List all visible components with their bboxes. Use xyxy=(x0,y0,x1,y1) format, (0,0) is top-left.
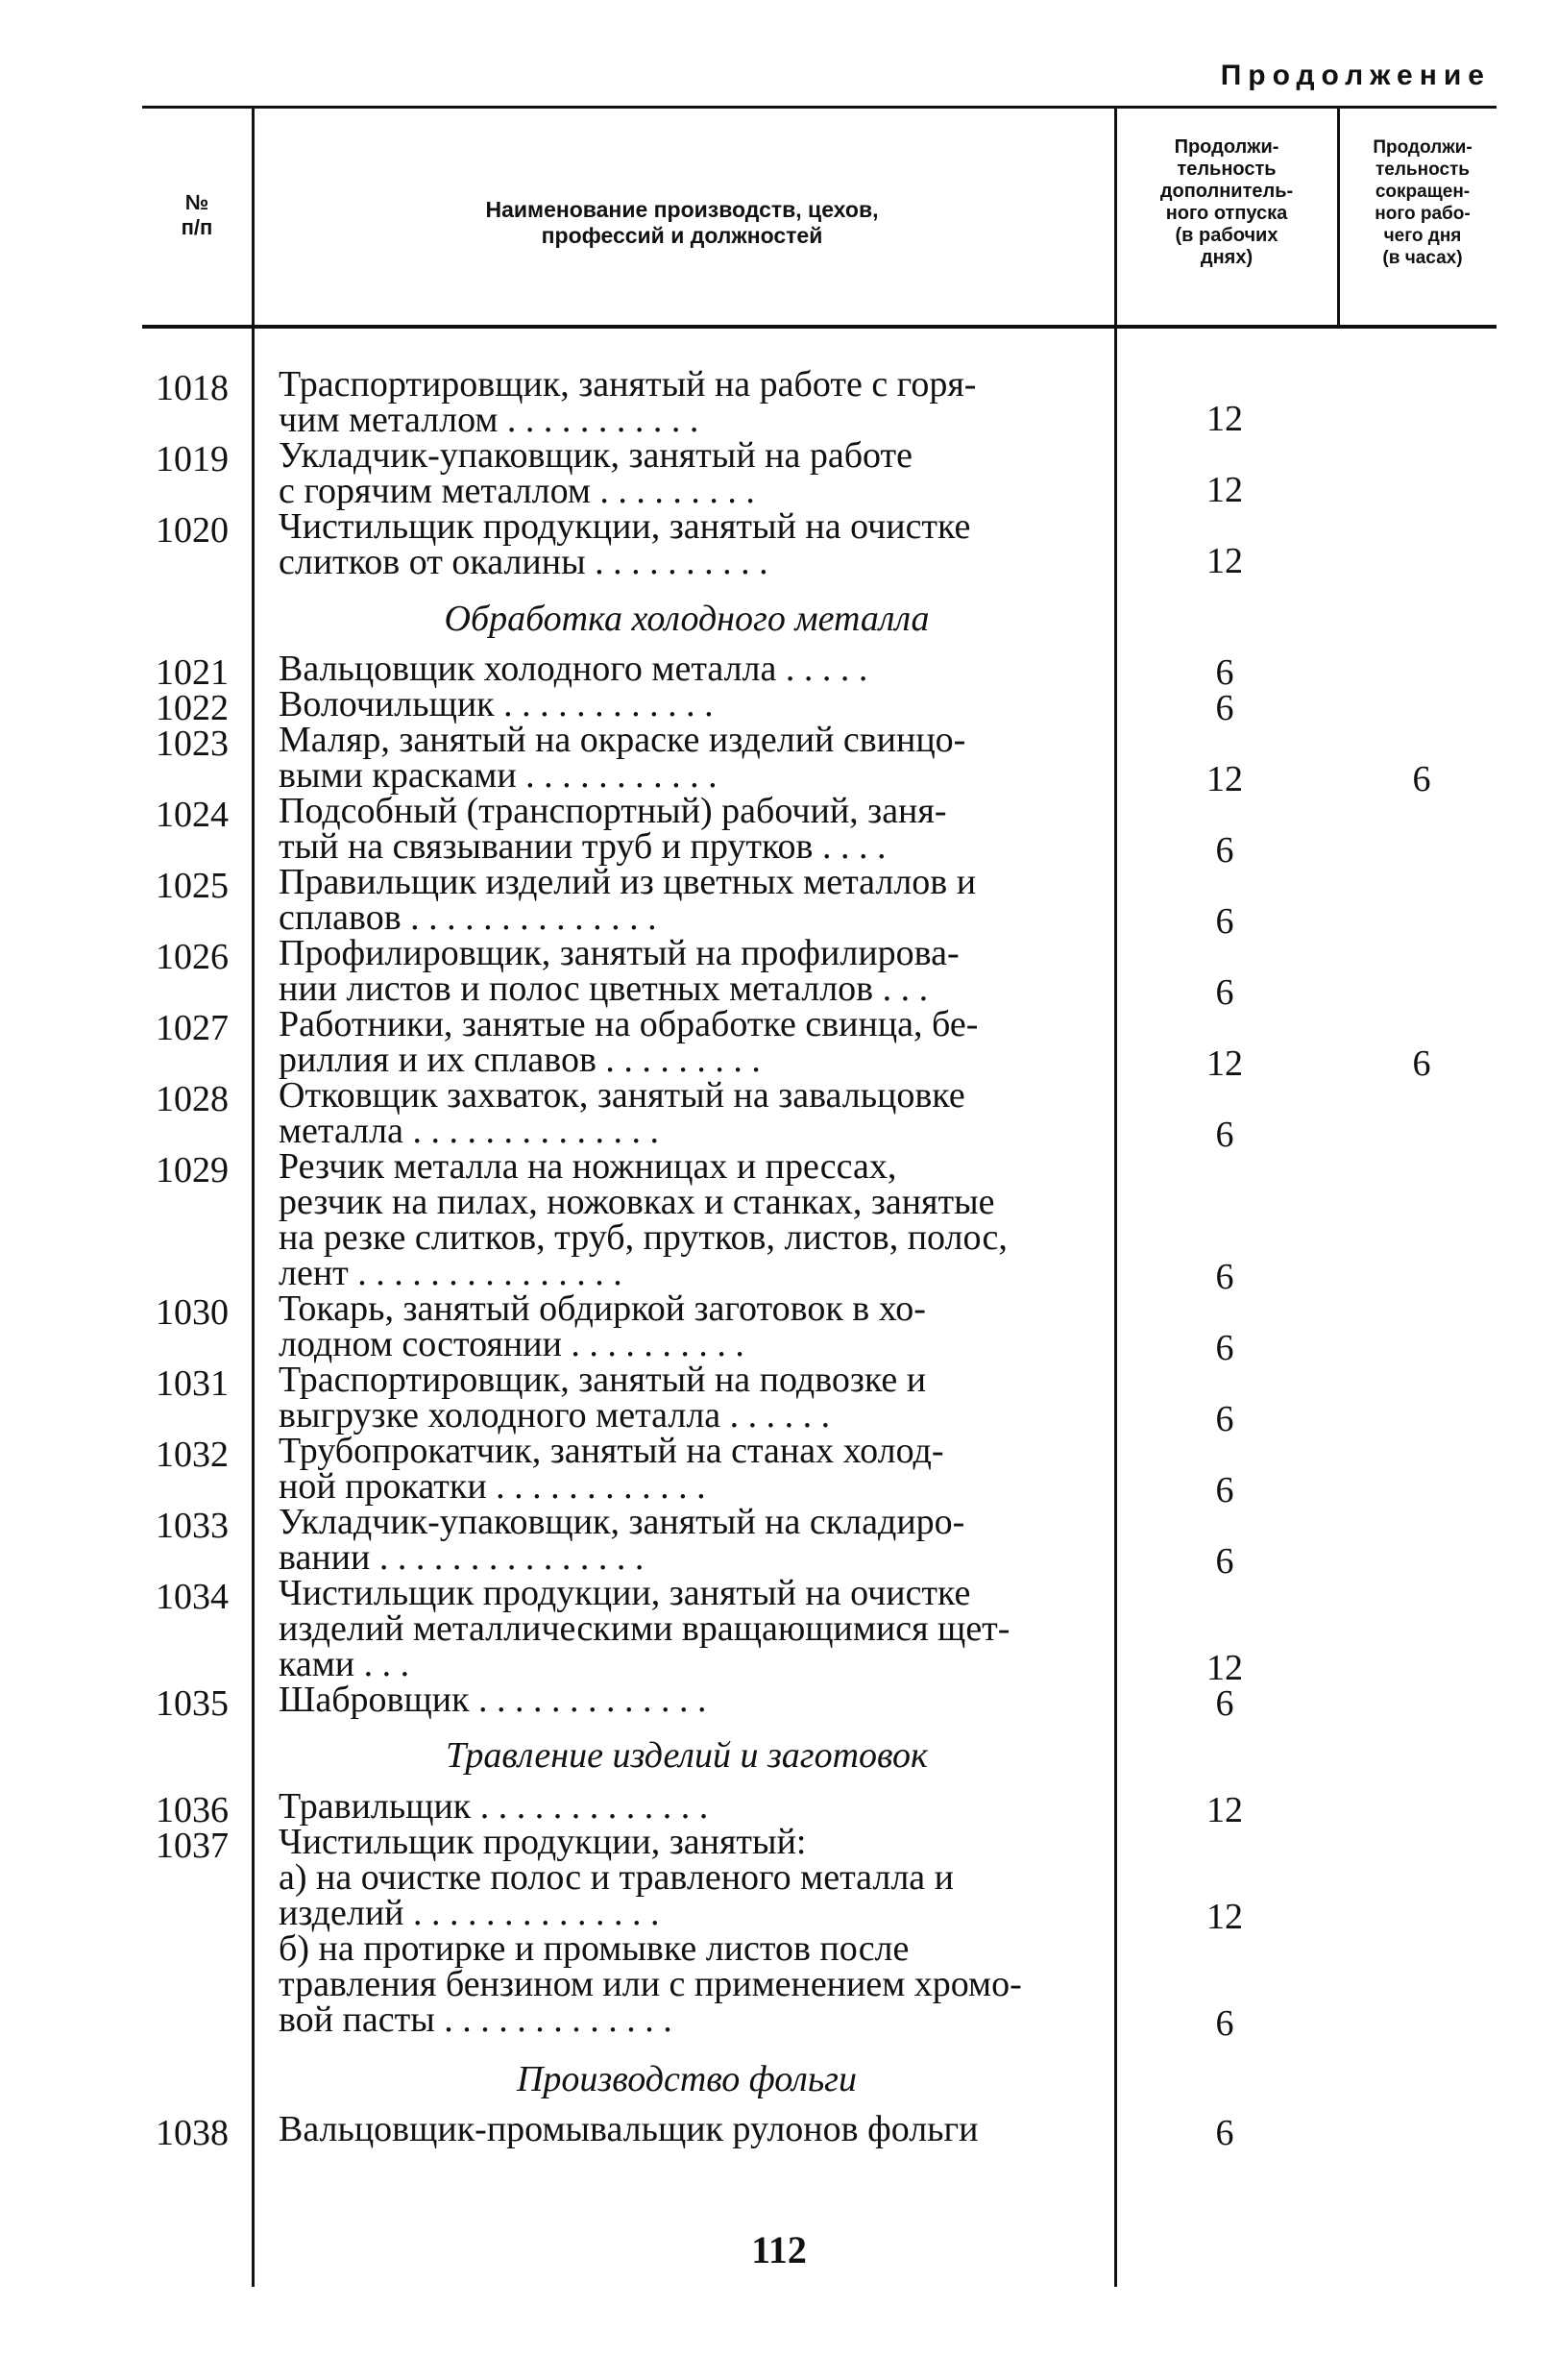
row-description: б) на протирке и промывке листов после травления бензином или с применением хромо- вой пасты . . . . . . . . . . . . . xyxy=(279,1928,1022,2040)
row-description: Чистильщик продукции, занятый на очистке изделий металлическими вращающимися щет- ками . . . xyxy=(279,1573,1010,1684)
row-description: Трубопрокатчик, занятый на станах холод- ной прокатки . . . . . . . . . . . . xyxy=(279,1431,944,1507)
row-workday-value: 6 xyxy=(1412,759,1431,799)
row-leave-value: 6 xyxy=(1215,652,1234,693)
column-divider-2 xyxy=(1114,108,1117,2287)
row-number: 1022 xyxy=(156,688,229,728)
row-number: 1030 xyxy=(156,1292,229,1333)
row-description: Чистильщик продукции, занятый на очистке слитков от окалины . . . . . . . . . . xyxy=(279,506,971,582)
row-number: 1020 xyxy=(156,510,229,551)
row-description: Шабровщик . . . . . . . . . . . . . xyxy=(279,1680,707,1720)
row-leave-value: 6 xyxy=(1215,1328,1234,1368)
row-leave-value: 12 xyxy=(1206,1897,1243,1937)
section-heading: Производство фольги xyxy=(516,2059,857,2099)
row-description: Маляр, занятый на окраске изделий свинцо- выми красками . . . . . . . . . . . xyxy=(279,720,966,796)
row-number: 1036 xyxy=(156,1790,229,1830)
row-leave-value: 6 xyxy=(1215,1470,1234,1510)
row-leave-value: 6 xyxy=(1215,2003,1234,2044)
row-number: 1031 xyxy=(156,1363,229,1404)
continued-label: Продолжение xyxy=(1220,60,1491,91)
row-leave-value: 6 xyxy=(1215,972,1234,1013)
section-heading: Травление изделий и заготовок xyxy=(446,1735,928,1776)
row-description: Подсобный (транспортный) рабочий, заня- тый на связывании труб и прутков . . . . xyxy=(279,791,947,867)
row-leave-value: 6 xyxy=(1215,830,1234,871)
row-number: 1034 xyxy=(156,1577,229,1617)
column-divider-3 xyxy=(1337,108,1340,327)
row-number: 1019 xyxy=(156,439,229,479)
page-number: 112 xyxy=(751,2228,807,2271)
row-number: 1033 xyxy=(156,1506,229,1546)
row-leave-value: 12 xyxy=(1206,541,1243,581)
header-additional-leave: Продолжи- тельность дополнитель- ного отпуска (в рабочих днях) xyxy=(1159,136,1294,268)
row-description: Траспортировщик, занятый на подвозке и выгрузке холодного металла . . . . . . xyxy=(279,1360,927,1435)
row-description: Волочильщик . . . . . . . . . . . . xyxy=(279,684,714,724)
row-description: Правильщик изделий из цветных металлов и сплавов . . . . . . . . . . . . . . xyxy=(279,862,977,938)
row-number: 1035 xyxy=(156,1683,229,1724)
row-leave-value: 12 xyxy=(1206,1790,1243,1830)
row-number: 1018 xyxy=(156,368,229,408)
row-number: 1025 xyxy=(156,866,229,906)
row-description: а) на очистке полос и травленого металла и изделий . . . . . . . . . . . . . . xyxy=(279,1857,954,1933)
row-leave-value: 6 xyxy=(1215,2113,1234,2153)
row-leave-value: 6 xyxy=(1215,688,1234,728)
row-description: Вальцовщик-промывальщик рулонов фольги xyxy=(279,2109,979,2149)
column-divider-1 xyxy=(252,108,255,2287)
row-number: 1023 xyxy=(156,724,229,764)
row-number: 1029 xyxy=(156,1150,229,1190)
row-leave-value: 12 xyxy=(1206,759,1243,799)
row-leave-value: 6 xyxy=(1215,1115,1234,1155)
section-heading: Обработка холодного металла xyxy=(444,599,930,639)
row-number: 1037 xyxy=(156,1826,229,1866)
header-number: № п/п xyxy=(181,190,213,239)
row-leave-value: 12 xyxy=(1206,1648,1243,1688)
row-description: Профилировщик, занятый на профилирова- нии листов и полос цветных металлов . . . xyxy=(279,933,960,1009)
row-leave-value: 6 xyxy=(1215,901,1234,942)
row-leave-value: 12 xyxy=(1206,1043,1243,1084)
header-bottom-rule xyxy=(142,325,1497,329)
row-description: Вальцовщик холодного металла . . . . . xyxy=(279,649,868,689)
row-description: Укладчик-упаковщик, занятый на складиро- вании . . . . . . . . . . . . . . . xyxy=(279,1502,965,1578)
row-leave-value: 12 xyxy=(1206,470,1243,510)
row-description: Укладчик-упаковщик, занятый на работе с горячим металлом . . . . . . . . . xyxy=(279,435,913,511)
header-top-rule xyxy=(142,106,1497,109)
header-name: Наименование производств, цехов, профессий и должностей xyxy=(485,197,879,248)
row-description: Чистильщик продукции, занятый: xyxy=(279,1822,807,1862)
row-description: Резчик металла на ножницах и прессах, резчик на пилах, ножовках и станках, занятые на резке слитков, труб, прутков, листов, полос, лент . . . . . . . . . . . . . . . xyxy=(279,1146,1008,1293)
row-description: Отковщик захваток, занятый на завальцовке металла . . . . . . . . . . . . . . xyxy=(279,1075,965,1151)
row-number: 1038 xyxy=(156,2113,229,2153)
row-leave-value: 12 xyxy=(1206,399,1243,439)
row-description: Работники, занятые на обработке свинца, бе- риллия и их сплавов . . . . . . . . . xyxy=(279,1004,979,1080)
row-number: 1027 xyxy=(156,1008,229,1048)
row-number: 1026 xyxy=(156,937,229,977)
row-leave-value: 6 xyxy=(1215,1683,1234,1724)
row-description: Токарь, занятый обдиркой заготовок в хо- лодном состоянии . . . . . . . . . . xyxy=(279,1288,926,1364)
row-number: 1028 xyxy=(156,1079,229,1119)
row-number: 1021 xyxy=(156,652,229,693)
row-number: 1024 xyxy=(156,795,229,835)
row-workday-value: 6 xyxy=(1412,1043,1431,1084)
row-leave-value: 6 xyxy=(1215,1399,1234,1439)
row-leave-value: 6 xyxy=(1215,1257,1234,1297)
row-number: 1032 xyxy=(156,1435,229,1475)
row-leave-value: 6 xyxy=(1215,1541,1234,1582)
row-description: Траспортировщик, занятый на работе с горя- чим металлом . . . . . . . . . . . xyxy=(279,364,977,440)
header-short-workday: Продолжи- тельность сокращен- ного рабо- чего дня (в часах) xyxy=(1373,137,1473,268)
row-description: Травильщик . . . . . . . . . . . . . xyxy=(279,1786,709,1827)
